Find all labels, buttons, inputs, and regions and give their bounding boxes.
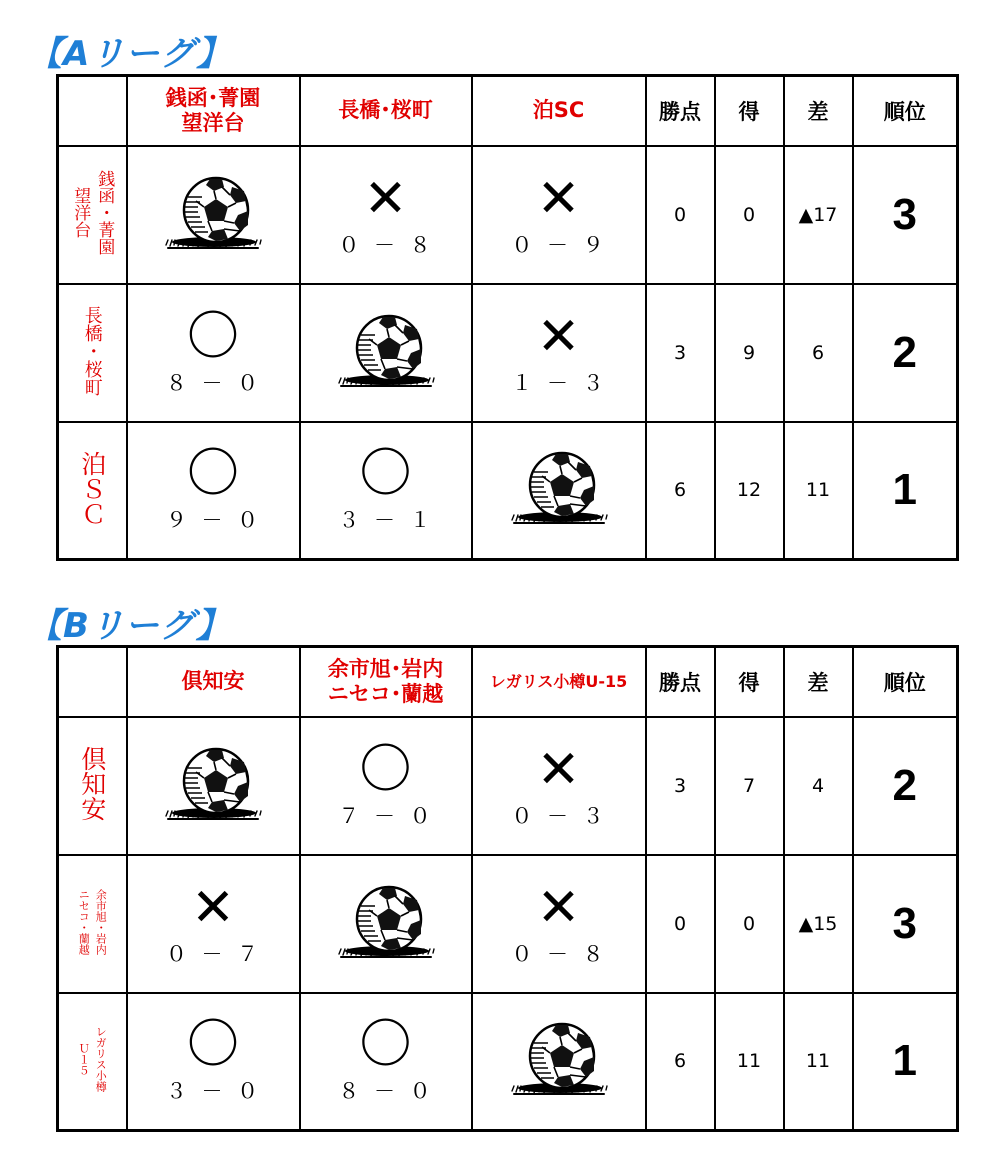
soccer-ball-icon xyxy=(331,313,441,393)
row-header-team xyxy=(58,855,127,993)
col-header-diff: 差 xyxy=(784,647,853,717)
result-cell xyxy=(127,422,300,560)
score-text: ０ － ３ xyxy=(511,803,606,828)
team-name-line: 泊ＳＣ xyxy=(77,450,107,526)
header-row xyxy=(58,647,958,717)
col-header-team: 泊SC xyxy=(472,76,646,146)
loss-mark-icon: ✕ xyxy=(536,877,581,938)
diff-value: ▲15 xyxy=(784,855,853,993)
scored-value: 9 xyxy=(715,284,784,422)
soccer-ball-icon xyxy=(504,1021,614,1101)
score-text: ３ － ０ xyxy=(165,1079,261,1104)
points-value: 0 xyxy=(646,146,715,284)
result-cell xyxy=(127,993,300,1131)
diff-value: 6 xyxy=(784,284,853,422)
col-header-team: 余市旭･岩内 ニセコ･蘭越 xyxy=(300,647,472,717)
self-match-cell xyxy=(472,993,646,1131)
table-row xyxy=(58,422,958,560)
score-text: ０ － ８ xyxy=(338,232,433,257)
score-text: １ － ３ xyxy=(511,370,606,395)
loss-mark-icon: ✕ xyxy=(363,168,408,229)
result-cell xyxy=(127,855,300,993)
result-cell xyxy=(300,993,472,1131)
loss-mark-icon: ✕ xyxy=(536,168,581,229)
score-text: ８ － ０ xyxy=(338,1079,433,1104)
scored-value: 11 xyxy=(715,993,784,1131)
score-text: ０ － ８ xyxy=(511,941,606,966)
row-header-team xyxy=(58,146,127,284)
win-mark-icon: 〇 xyxy=(359,1015,412,1076)
col-header-diff: 差 xyxy=(784,76,853,146)
result-cell xyxy=(127,284,300,422)
self-match-cell xyxy=(300,284,472,422)
col-header-team: 銭函･菁園 望洋台 xyxy=(127,76,300,146)
corner-cell xyxy=(58,76,127,146)
col-header-team: 長橋･桜町 xyxy=(300,76,472,146)
scored-value: 0 xyxy=(715,146,784,284)
points-value: 6 xyxy=(646,993,715,1131)
points-value: 6 xyxy=(646,422,715,560)
diff-value: 11 xyxy=(784,422,853,560)
league-a-title: 【Aリーグ】 xyxy=(28,34,232,74)
points-value: 3 xyxy=(646,717,715,855)
win-mark-icon: 〇 xyxy=(186,306,239,367)
diff-value: ▲17 xyxy=(784,146,853,284)
score-text: ３ － １ xyxy=(338,508,433,533)
league-b-title: 【Bリーグ】 xyxy=(28,606,231,646)
team-name-line: 望洋台 xyxy=(70,187,91,238)
team-name-line: ニセコ・蘭越 xyxy=(77,888,91,955)
scored-value: 0 xyxy=(715,855,784,993)
col-header-scored: 得 xyxy=(715,76,784,146)
team-name-line: 長橋・桜町 xyxy=(81,305,103,396)
table-row xyxy=(58,146,958,284)
row-header-team xyxy=(58,717,127,855)
table-row xyxy=(58,855,958,993)
win-mark-icon: 〇 xyxy=(359,444,412,505)
score-text: ９ － ０ xyxy=(165,508,261,533)
rank-value: 3 xyxy=(853,146,958,284)
header-row xyxy=(58,76,958,146)
win-mark-icon: 〇 xyxy=(359,739,412,800)
rank-value: 1 xyxy=(853,993,958,1131)
points-value: 3 xyxy=(646,284,715,422)
col-header-rank: 順位 xyxy=(853,647,958,717)
col-header-scored: 得 xyxy=(715,647,784,717)
diff-value: 11 xyxy=(784,993,853,1131)
col-header-rank: 順位 xyxy=(853,76,958,146)
team-name-line: 余市旭・岩内 xyxy=(94,888,108,955)
self-match-cell xyxy=(127,146,300,284)
loss-mark-icon: ✕ xyxy=(536,739,581,800)
rank-value: 3 xyxy=(853,855,958,993)
league-b-table xyxy=(56,645,959,1132)
table-row xyxy=(58,284,958,422)
score-text: ８ － ０ xyxy=(165,370,261,395)
team-name-line: Ｕ１５ xyxy=(77,1042,91,1076)
soccer-ball-icon xyxy=(158,175,268,255)
result-cell xyxy=(300,717,472,855)
corner-cell xyxy=(58,647,127,717)
col-header-points: 勝点 xyxy=(646,647,715,717)
result-cell xyxy=(472,855,646,993)
row-header-team xyxy=(58,284,127,422)
col-header-points: 勝点 xyxy=(646,76,715,146)
scored-value: 7 xyxy=(715,717,784,855)
score-text: ０ － ７ xyxy=(165,941,261,966)
result-cell xyxy=(472,284,646,422)
row-header-team xyxy=(58,422,127,560)
win-mark-icon: 〇 xyxy=(186,1015,239,1076)
rank-value: 2 xyxy=(853,717,958,855)
rank-value: 2 xyxy=(853,284,958,422)
result-cell xyxy=(300,146,472,284)
col-header-team: 倶知安 xyxy=(127,647,300,717)
league-a-table xyxy=(56,74,959,561)
col-header-team: レガリス小樽U-15 xyxy=(472,647,646,717)
self-match-cell xyxy=(127,717,300,855)
score-text: ０ － ９ xyxy=(511,232,606,257)
table-row xyxy=(58,717,958,855)
result-cell xyxy=(472,717,646,855)
loss-mark-icon: ✕ xyxy=(536,306,581,367)
score-text: ７ － ０ xyxy=(338,803,433,828)
loss-mark-icon: ✕ xyxy=(191,877,235,938)
result-cell xyxy=(300,422,472,560)
self-match-cell xyxy=(472,422,646,560)
diff-value: 4 xyxy=(784,717,853,855)
soccer-ball-icon xyxy=(158,746,268,826)
soccer-ball-icon xyxy=(504,450,614,530)
result-cell xyxy=(472,146,646,284)
team-name-line: 銭函・菁園 xyxy=(94,170,115,255)
row-header-team xyxy=(58,993,127,1131)
table-row xyxy=(58,993,958,1131)
soccer-ball-icon xyxy=(331,884,441,964)
rank-value: 1 xyxy=(853,422,958,560)
win-mark-icon: 〇 xyxy=(186,444,239,505)
team-name-line: レガリス小樽 xyxy=(94,1026,108,1093)
points-value: 0 xyxy=(646,855,715,993)
team-name-line: 倶知安 xyxy=(77,746,107,821)
self-match-cell xyxy=(300,855,472,993)
scored-value: 12 xyxy=(715,422,784,560)
